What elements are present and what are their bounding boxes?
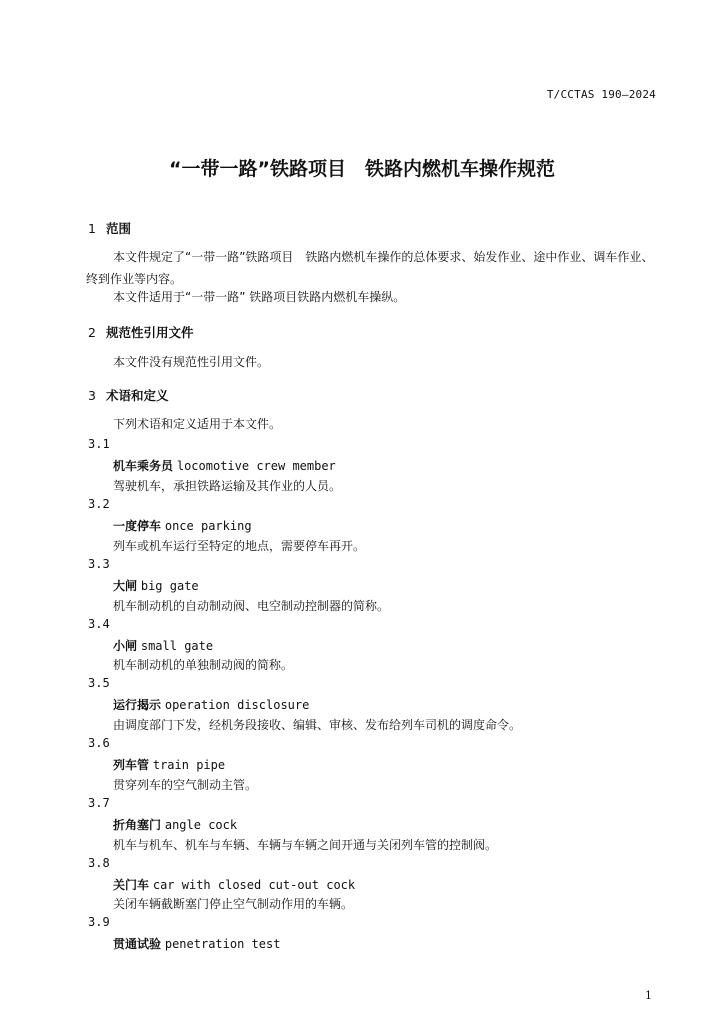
term-definition: 关闭车辆截断塞门停止空气制动作用的车辆。 xyxy=(113,897,354,911)
term-name-en: train pipe xyxy=(152,758,226,772)
term-name xyxy=(113,457,336,474)
section-title: 术语和定义 xyxy=(106,388,169,403)
term-number: 3.7 xyxy=(88,796,110,810)
term-number: 3.2 xyxy=(88,497,110,511)
section-heading-2 xyxy=(88,323,194,341)
section-title: 规范性引用文件 xyxy=(106,325,194,340)
term-definition: 由调度部门下发，经机务段接收、编辑、审核、发布给列车司机的调度命令。 xyxy=(113,718,522,732)
section-number: 3 xyxy=(88,388,96,403)
term-number: 3.1 xyxy=(88,437,110,451)
section-number: 1 xyxy=(88,221,96,236)
term-number: 3.8 xyxy=(88,856,110,870)
term-name xyxy=(113,756,225,773)
term-name-zh: 一度停车 xyxy=(113,519,162,533)
term-name-zh: 机车乘务员 xyxy=(113,459,174,473)
paragraph-scope-2: 本文件适用于“一带一路” 铁路项目铁路内燃机车操纵。 xyxy=(113,290,406,304)
term-name xyxy=(113,876,355,893)
term-name-zh: 大闸 xyxy=(113,579,138,593)
paragraph-scope-1: 本文件规定了“一带一路”铁路项目 铁路内燃机车操作的总体要求、始发作业、途中作业、调车作业、终到作业等内容。 xyxy=(86,250,654,286)
standard-number: T/CCTAS 190—2024 xyxy=(546,88,656,101)
term-name xyxy=(113,696,309,713)
term-name xyxy=(113,935,280,952)
term-name-zh: 折角塞门 xyxy=(113,818,162,832)
term-name-en: big gate xyxy=(140,579,199,593)
term-definition: 贯穿列车的空气制动主管。 xyxy=(113,778,258,792)
term-name xyxy=(113,637,213,654)
term-definition: 机车与机车、机车与车辆、车辆与车辆之间开通与关闭列车管的控制阀。 xyxy=(113,838,498,852)
term-name-zh: 贯通试验 xyxy=(113,937,162,951)
term-number: 3.6 xyxy=(88,736,110,750)
term-number: 3.4 xyxy=(88,617,110,631)
term-name-en: small gate xyxy=(140,639,214,653)
term-number: 3.9 xyxy=(88,915,110,929)
page-number: 1 xyxy=(645,989,652,1002)
term-name-zh: 小闸 xyxy=(113,639,138,653)
paragraph-normative-refs: 本文件没有规范性引用文件。 xyxy=(113,355,270,369)
term-name xyxy=(113,517,252,534)
term-definition: 列车或机车运行至特定的地点，需要停车再开。 xyxy=(113,539,366,553)
term-name-zh: 列车管 xyxy=(113,758,150,772)
term-number: 3.5 xyxy=(88,676,110,690)
term-name-en: car with closed cut-out cock xyxy=(152,878,356,892)
section-number: 2 xyxy=(88,325,96,340)
term-name xyxy=(113,577,199,594)
term-name xyxy=(113,816,237,833)
term-name-en: angle cock xyxy=(164,818,238,832)
paragraph-terms-intro: 下列术语和定义适用于本文件。 xyxy=(113,417,282,431)
term-name-en: penetration test xyxy=(164,937,281,951)
document-title: “一带一路”铁路项目 铁路内燃机车操作规范 xyxy=(169,158,555,180)
term-definition: 驾驶机车，承担铁路运输及其作业的人员。 xyxy=(113,479,342,493)
term-number: 3.3 xyxy=(88,557,110,571)
section-title: 范围 xyxy=(106,221,132,236)
term-definition: 机车制动机的单独制动阀的简称。 xyxy=(113,658,294,672)
term-name-en: locomotive crew member xyxy=(176,459,336,473)
term-name-zh: 运行揭示 xyxy=(113,698,162,712)
term-name-en: operation disclosure xyxy=(164,698,310,712)
term-name-en: once parking xyxy=(164,519,252,533)
section-heading-3 xyxy=(88,386,169,404)
section-heading-1 xyxy=(88,219,131,237)
term-name-zh: 关门车 xyxy=(113,878,150,892)
term-definition: 机车制动机的自动制动阀、电空制动控制器的简称。 xyxy=(113,599,390,613)
